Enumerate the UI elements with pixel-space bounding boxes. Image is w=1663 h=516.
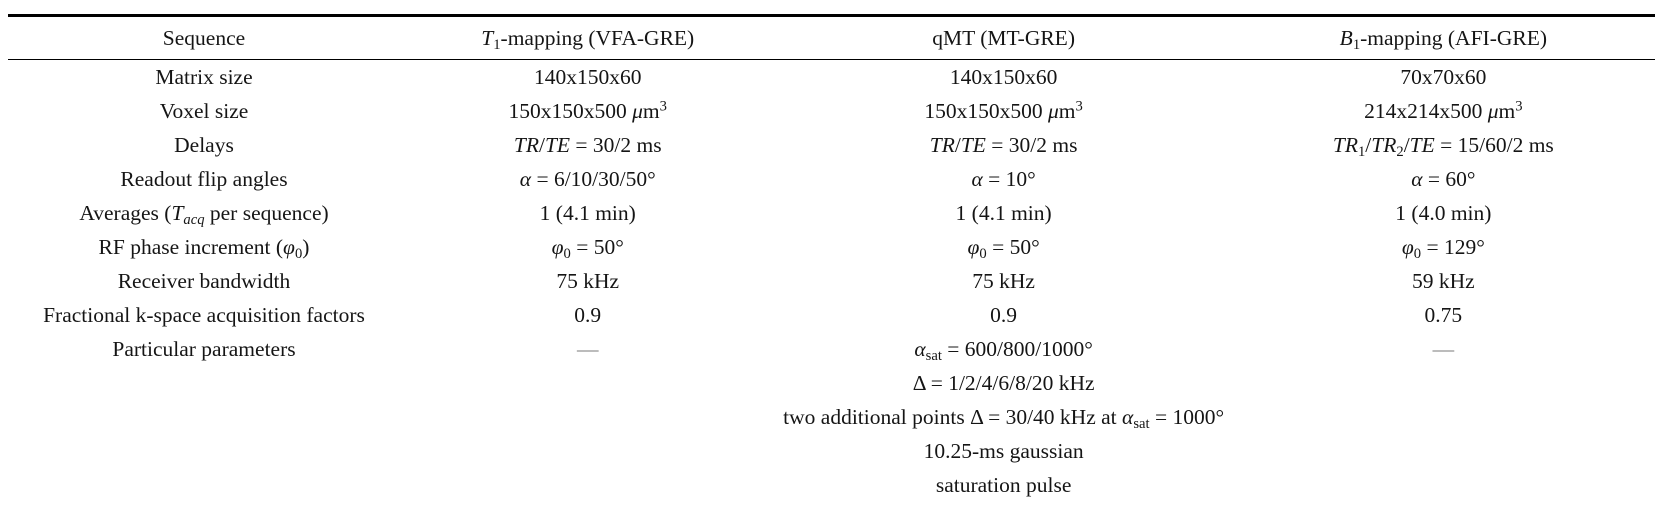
header-row [8, 16, 1655, 60]
row-readout-flip-angles [8, 162, 1655, 196]
particular-b1-value: — [1432, 337, 1455, 361]
matrix-size-qmt-value: 140x150x60 [949, 64, 1058, 89]
qmt-alpha-sat-line: $\alpha_{sat} = 600/800/1000^\circ$ [914, 337, 1093, 365]
row-particular-parameters [8, 332, 1655, 502]
row-rf-phase-increment [8, 230, 1655, 264]
col-header-sequence: Sequence [162, 25, 246, 50]
qmt-pulse-type-line: saturation pulse [935, 473, 1072, 497]
flip-angles-qmt-value: α = 10° [971, 166, 1036, 191]
row-delays [8, 128, 1655, 162]
row-label: Voxel size [159, 98, 249, 123]
delays-qmt-value: TR/TE = 30/2 ms [929, 132, 1078, 157]
sequence-parameters-table [8, 14, 1655, 502]
col-header-t1-mapping: $T_1$-mapping (VFA-GRE) [481, 25, 695, 53]
kspace-t1-value: 0.9 [574, 302, 602, 327]
qmt-delta-line: Δ = 1/2/4/6/8/20 kHz [912, 371, 1095, 395]
row-matrix-size [8, 60, 1655, 95]
row-label: Delays [174, 132, 234, 157]
col-header-qmt: qMT (MT-GRE) [932, 25, 1075, 50]
row-label: Receiver bandwidth [117, 268, 291, 293]
row-voxel-size [8, 94, 1655, 128]
kspace-b1-value: 0.75 [1424, 302, 1463, 327]
bandwidth-t1-value: 75 kHz [556, 268, 620, 293]
flip-angles-t1-value: α = 6/10/30/50° [519, 166, 656, 191]
averages-b1-value: 1 (4.0 min) [1395, 200, 1492, 225]
row-label: Particular parameters [112, 337, 296, 361]
flip-angles-b1-value: α = 60° [1411, 166, 1476, 191]
row-label: Readout flip angles [120, 166, 288, 191]
rf-phase-t1-value: $\varphi_0 = 50^\circ$ [551, 234, 624, 262]
kspace-qmt-value: 0.9 [990, 302, 1018, 327]
row-label: Fractional k-space acquisition factors [43, 302, 365, 327]
delays-b1-value: $TR_1/TR_2/TE = 15/60/2$ ms [1332, 132, 1554, 160]
particular-qmt-value [776, 332, 1232, 502]
matrix-size-t1-value: 140x150x60 [533, 64, 642, 89]
matrix-size-b1-value: 70x70x60 [1400, 64, 1487, 89]
qmt-additional-points-line: two additional points Δ = 30/40 kHz at $\alpha_{sat} = 1000^\circ$ [783, 405, 1225, 433]
row-label: Averages ($T_{acq}$ per sequence) [79, 200, 329, 228]
qmt-pulse-duration-line: 10.25-ms gaussian [923, 439, 1084, 463]
voxel-size-b1-value: 214x214x500 $\mu m^3$ [1364, 98, 1523, 123]
delays-t1-value: TR/TE = 30/2 ms [513, 132, 662, 157]
voxel-size-t1-value: 150x150x500 $\mu m^3$ [508, 98, 667, 123]
rf-phase-b1-value: $\varphi_0 = 129^\circ$ [1401, 234, 1485, 262]
averages-t1-value: 1 (4.1 min) [539, 200, 636, 225]
bandwidth-qmt-value: 75 kHz [972, 268, 1035, 293]
col-header-b1-mapping: $B_1$-mapping (AFI-GRE) [1339, 25, 1548, 53]
rf-phase-qmt-value: $\varphi_0 = 50^\circ$ [967, 234, 1040, 262]
row-receiver-bandwidth [8, 264, 1655, 298]
bandwidth-b1-value: 59 kHz [1412, 268, 1475, 293]
row-fractional-kspace [8, 298, 1655, 332]
voxel-size-qmt-value: 150x150x500 $\mu m^3$ [924, 98, 1083, 123]
row-label: RF phase increment $(\varphi_0)$ [98, 234, 310, 262]
row-averages [8, 196, 1655, 230]
row-label: Matrix size [155, 64, 253, 89]
particular-t1-value: — [576, 337, 599, 361]
averages-qmt-value: 1 (4.1 min) [955, 200, 1052, 225]
